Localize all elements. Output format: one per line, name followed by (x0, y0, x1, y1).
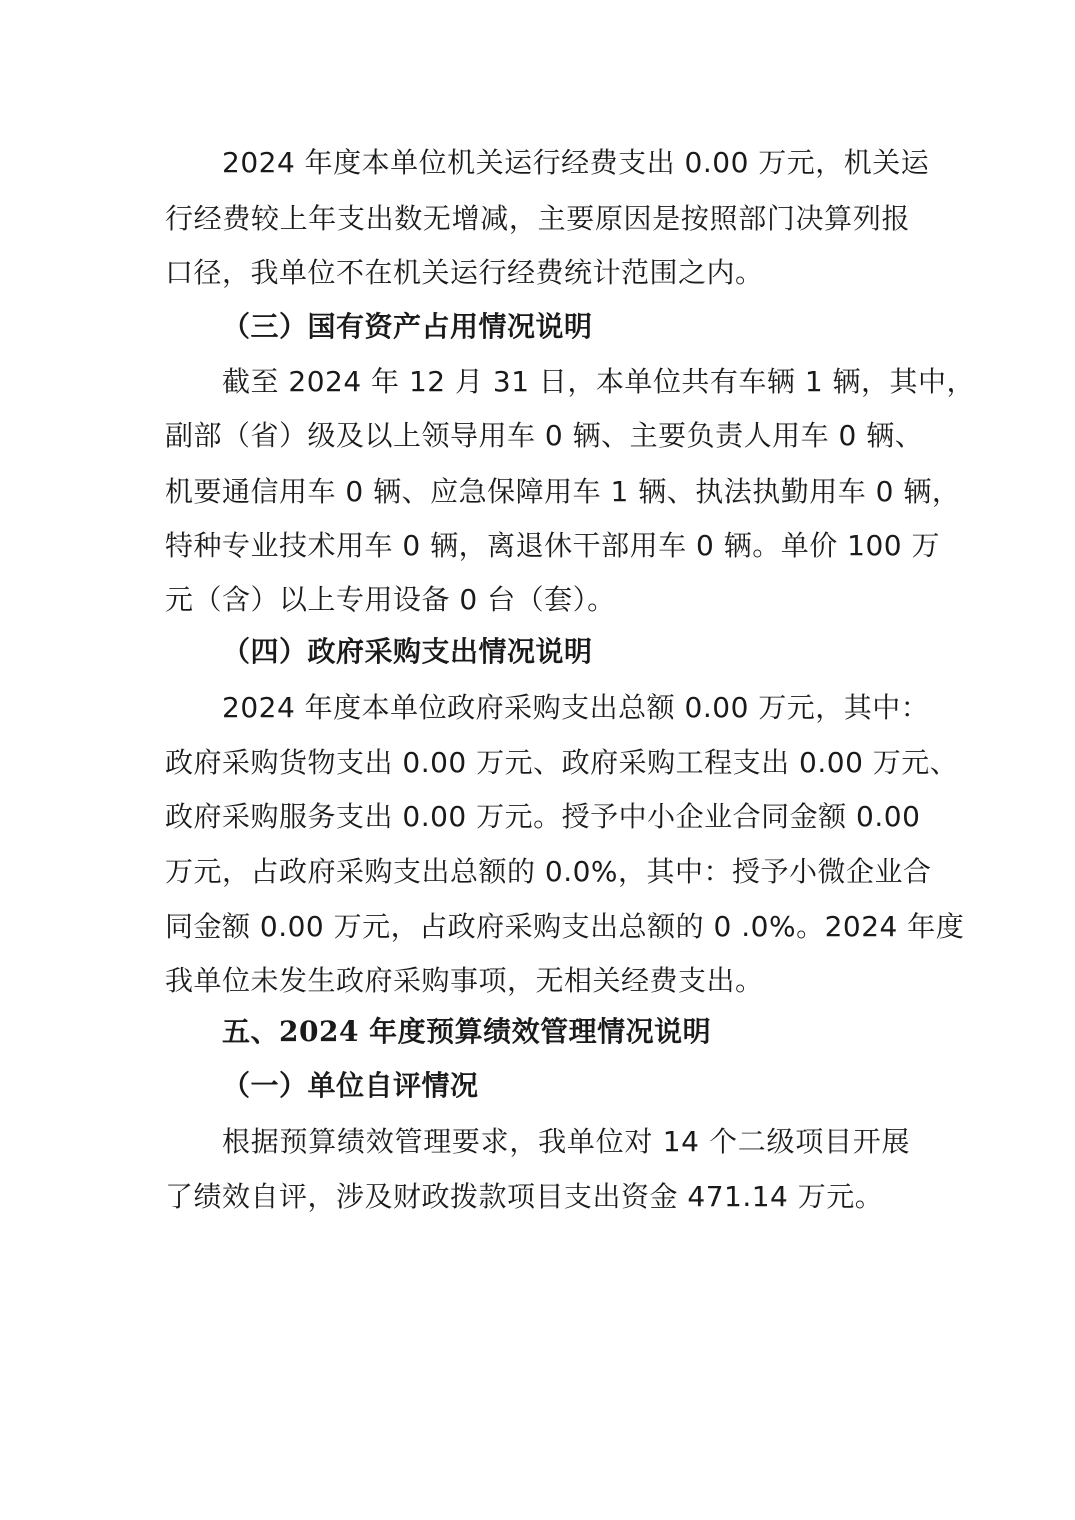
paragraph-4-line-2: 了绩效自评，涉及财政拨款项目支出资金 471.14 万元。 (165, 1180, 884, 1213)
paragraph-3-line-4: 万元，占政府采购支出总额的 0.0%，其中：授予小微企业合 (165, 855, 932, 888)
paragraph-1-line-3: 口径，我单位不在机关运行经费统计范围之内。 (165, 256, 764, 289)
heading-unit-self-evaluation: （一）单位自评情况 (222, 1069, 479, 1102)
paragraph-2-line-5: 元（含）以上专用设备 0 台（套）。 (165, 583, 616, 616)
paragraph-1-line-1: 2024 年度本单位机关运行经费支出 0.00 万元，机关运 (222, 146, 930, 179)
heading-state-assets: （三）国有资产占用情况说明 (222, 310, 593, 343)
paragraph-2-line-1: 截至 2024 年 12 月 31 日，本单位共有车辆 1 辆，其中， (222, 365, 976, 398)
paragraph-3-line-1: 2024 年度本单位政府采购支出总额 0.00 万元，其中： (222, 691, 930, 724)
paragraph-3-line-5: 同金额 0.00 万元，占政府采购支出总额的 0 .0%。2024 年度 (165, 910, 965, 943)
paragraph-2-line-2: 副部（省）级及以上领导用车 0 辆、主要负责人用车 0 辆、 (165, 419, 924, 452)
paragraph-1-line-2: 行经费较上年支出数无增减，主要原因是按照部门决算列报 (165, 202, 910, 235)
section-5-heading: 五、2024 年度预算绩效管理情况说明 (222, 1015, 712, 1048)
paragraph-4-line-1: 根据预算绩效管理要求，我单位对 14 个二级项目开展 (222, 1125, 910, 1158)
paragraph-3-line-2: 政府采购货物支出 0.00 万元、政府采购工程支出 0.00 万元、 (165, 746, 959, 779)
paragraph-3-line-3: 政府采购服务支出 0.00 万元。授予中小企业合同金额 0.00 (165, 800, 921, 833)
paragraph-2-line-4: 特种专业技术用车 0 辆，离退休干部用车 0 辆。单价 100 万 (165, 529, 940, 562)
paragraph-2-line-3: 机要通信用车 0 辆、应急保障用车 1 辆、执法执勤用车 0 辆， (165, 475, 961, 508)
paragraph-3-line-6: 我单位未发生政府采购事项，无相关经费支出。 (165, 964, 764, 997)
heading-government-procurement: （四）政府采购支出情况说明 (222, 635, 593, 668)
